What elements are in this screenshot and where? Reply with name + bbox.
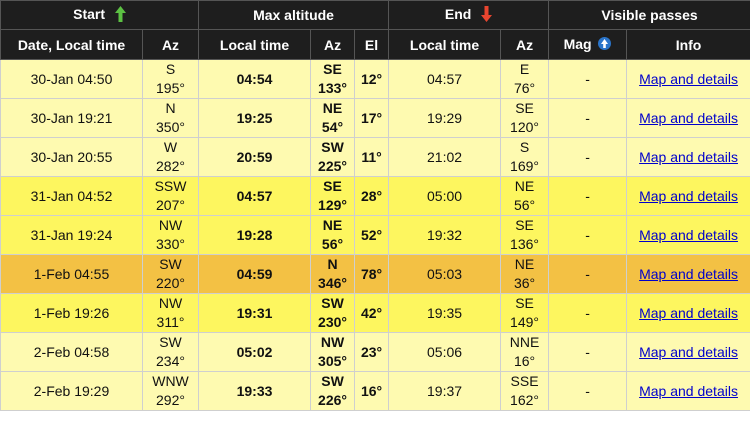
- end-degrees: 136°: [510, 236, 540, 252]
- max-el-cell: 17°: [355, 99, 389, 138]
- max-az-cell: [311, 255, 355, 294]
- max-direction: NE: [322, 100, 343, 116]
- start-degrees: 311°: [156, 314, 185, 330]
- start-degrees: 330°: [156, 236, 185, 252]
- sort-up-icon[interactable]: [598, 37, 611, 53]
- max-direction: SE: [323, 61, 342, 77]
- end-direction: SSE: [510, 373, 539, 389]
- max-time-cell: 05:02: [199, 333, 311, 372]
- max-direction: SW: [321, 295, 344, 311]
- end-az-cell: [501, 60, 549, 99]
- max-time-cell: 19:31: [199, 294, 311, 333]
- table-row: [1, 99, 750, 138]
- start-direction: SSW: [154, 178, 187, 194]
- end-time-cell: 19:37: [389, 372, 501, 411]
- map-and-details-link[interactable]: Map and details: [639, 70, 738, 87]
- max-degrees: 346°: [318, 275, 347, 291]
- max-time-cell: 19:33: [199, 372, 311, 411]
- col-mag-label: Mag: [563, 35, 592, 52]
- start-direction: W: [163, 139, 178, 155]
- max-az-cell: [311, 60, 355, 99]
- max-time-cell: 04:54: [199, 60, 311, 99]
- end-az-cell: [501, 99, 549, 138]
- table-row: [1, 372, 750, 411]
- mag-cell: -: [549, 177, 627, 216]
- start-direction: WNW: [152, 373, 189, 389]
- max-az-cell: [311, 216, 355, 255]
- max-altitude-header: Max altitude: [199, 1, 389, 30]
- col-info: Info: [627, 30, 750, 60]
- max-direction: NE: [322, 217, 343, 233]
- max-el-cell: 16°: [355, 372, 389, 411]
- passes-body: [1, 60, 750, 411]
- end-degrees: 56°: [513, 197, 536, 213]
- max-direction: SW: [321, 373, 344, 389]
- col-max-az: Az: [311, 30, 355, 60]
- max-el-cell: 78°: [355, 255, 389, 294]
- max-degrees: 305°: [318, 353, 347, 369]
- mag-cell: -: [549, 138, 627, 177]
- start-degrees: 234°: [156, 353, 185, 369]
- map-and-details-link[interactable]: Map and details: [639, 187, 738, 204]
- end-direction: S: [519, 139, 530, 155]
- col-start-az: Az: [143, 30, 199, 60]
- col-max-el: El: [355, 30, 389, 60]
- start-direction: NW: [158, 217, 183, 233]
- max-az-cell: [311, 294, 355, 333]
- start-direction: SW: [159, 334, 182, 350]
- arrow-up-icon: [115, 6, 126, 25]
- info-cell: [627, 372, 750, 411]
- start-az-cell: [143, 216, 199, 255]
- max-direction: SW: [321, 139, 344, 155]
- table-row: [1, 294, 750, 333]
- end-az-cell: [501, 177, 549, 216]
- date-cell: 31-Jan 04:52: [1, 177, 143, 216]
- start-direction: S: [165, 61, 176, 77]
- end-degrees: 76°: [513, 80, 536, 96]
- max-az-cell: [311, 138, 355, 177]
- end-direction: NNE: [509, 334, 540, 350]
- mag-cell: -: [549, 99, 627, 138]
- info-cell: [627, 99, 750, 138]
- end-az-cell: [501, 255, 549, 294]
- end-time-cell: 19:29: [389, 99, 501, 138]
- end-time-cell: 05:06: [389, 333, 501, 372]
- table-row: [1, 177, 750, 216]
- start-header: [1, 1, 199, 30]
- info-cell: [627, 294, 750, 333]
- start-degrees: 220°: [156, 275, 185, 291]
- map-and-details-link[interactable]: Map and details: [639, 226, 738, 243]
- end-degrees: 162°: [510, 392, 540, 408]
- table-row: [1, 60, 750, 99]
- date-cell: 1-Feb 04:55: [1, 255, 143, 294]
- end-direction: NE: [514, 256, 535, 272]
- end-direction: NE: [514, 178, 535, 194]
- col-end-time: Local time: [389, 30, 501, 60]
- header-columns-row: [1, 30, 750, 60]
- end-time-cell: 19:35: [389, 294, 501, 333]
- start-az-cell: [143, 255, 199, 294]
- max-el-cell: 28°: [355, 177, 389, 216]
- mag-cell: -: [549, 216, 627, 255]
- col-end-az: Az: [501, 30, 549, 60]
- end-time-cell: 05:03: [389, 255, 501, 294]
- col-max-time: Local time: [199, 30, 311, 60]
- map-and-details-link[interactable]: Map and details: [639, 109, 738, 126]
- end-time-cell: 21:02: [389, 138, 501, 177]
- date-cell: 2-Feb 19:29: [1, 372, 143, 411]
- info-cell: [627, 138, 750, 177]
- start-degrees: 207°: [156, 197, 185, 213]
- end-direction: SE: [515, 100, 534, 116]
- start-az-cell: [143, 177, 199, 216]
- end-header-label: End: [444, 5, 472, 22]
- mag-cell: -: [549, 294, 627, 333]
- max-az-cell: [311, 177, 355, 216]
- start-degrees: 282°: [156, 158, 185, 174]
- map-and-details-link[interactable]: Map and details: [639, 382, 738, 399]
- start-direction: SW: [159, 256, 182, 272]
- start-degrees: 292°: [156, 392, 185, 408]
- table-row: [1, 216, 750, 255]
- info-cell: [627, 255, 750, 294]
- start-az-cell: [143, 372, 199, 411]
- date-cell: 2-Feb 04:58: [1, 333, 143, 372]
- max-az-cell: [311, 333, 355, 372]
- max-direction: NW: [320, 334, 345, 350]
- max-time-cell: 04:57: [199, 177, 311, 216]
- end-az-cell: [501, 216, 549, 255]
- start-az-cell: [143, 294, 199, 333]
- max-degrees: 230°: [318, 314, 347, 330]
- mag-cell: -: [549, 333, 627, 372]
- end-time-cell: 05:00: [389, 177, 501, 216]
- map-and-details-link[interactable]: Map and details: [639, 343, 738, 360]
- max-direction: N: [327, 256, 338, 272]
- start-degrees: 195°: [156, 80, 185, 96]
- end-degrees: 36°: [513, 275, 536, 291]
- visible-passes-header: Visible passes: [549, 1, 750, 30]
- info-cell: [627, 333, 750, 372]
- table-row: [1, 333, 750, 372]
- start-direction: NW: [158, 295, 183, 311]
- max-el-cell: 23°: [355, 333, 389, 372]
- max-az-cell: [311, 372, 355, 411]
- max-degrees: 56°: [321, 236, 344, 252]
- max-el-cell: 52°: [355, 216, 389, 255]
- end-az-cell: [501, 294, 549, 333]
- info-cell: [627, 216, 750, 255]
- start-degrees: 350°: [156, 119, 185, 135]
- max-time-cell: 19:25: [199, 99, 311, 138]
- start-header-label: Start: [73, 5, 106, 22]
- end-direction: SE: [515, 217, 534, 233]
- info-cell: [627, 60, 750, 99]
- max-el-cell: 11°: [355, 138, 389, 177]
- end-direction: E: [519, 61, 530, 77]
- end-az-cell: [501, 138, 549, 177]
- max-az-cell: [311, 99, 355, 138]
- max-el-cell: 42°: [355, 294, 389, 333]
- start-direction: N: [165, 100, 176, 116]
- start-az-cell: [143, 333, 199, 372]
- info-cell: [627, 177, 750, 216]
- date-cell: 30-Jan 20:55: [1, 138, 143, 177]
- max-degrees: 129°: [318, 197, 347, 213]
- date-cell: 30-Jan 19:21: [1, 99, 143, 138]
- end-degrees: 16°: [513, 353, 536, 369]
- max-degrees: 225°: [318, 158, 347, 174]
- map-and-details-link[interactable]: Map and details: [639, 265, 738, 282]
- max-time-cell: 20:59: [199, 138, 311, 177]
- start-az-cell: [143, 99, 199, 138]
- max-degrees: 133°: [318, 80, 347, 96]
- end-az-cell: [501, 372, 549, 411]
- max-degrees: 54°: [321, 119, 344, 135]
- col-date: Date, Local time: [1, 30, 143, 60]
- max-time-cell: 19:28: [199, 216, 311, 255]
- map-and-details-link[interactable]: Map and details: [639, 148, 738, 165]
- max-el-cell: 12°: [355, 60, 389, 99]
- mag-cell: -: [549, 372, 627, 411]
- arrow-down-icon: [481, 6, 492, 25]
- start-az-cell: [143, 138, 199, 177]
- table-row: [1, 138, 750, 177]
- mag-cell: -: [549, 255, 627, 294]
- end-header: [389, 1, 549, 30]
- date-cell: 30-Jan 04:50: [1, 60, 143, 99]
- header-group-row: [1, 1, 750, 30]
- max-direction: SE: [323, 178, 342, 194]
- max-time-cell: 04:59: [199, 255, 311, 294]
- col-mag: [549, 30, 627, 60]
- mag-cell: -: [549, 60, 627, 99]
- date-cell: 31-Jan 19:24: [1, 216, 143, 255]
- end-time-cell: 19:32: [389, 216, 501, 255]
- max-degrees: 226°: [318, 392, 347, 408]
- end-degrees: 120°: [510, 119, 540, 135]
- date-cell: 1-Feb 19:26: [1, 294, 143, 333]
- end-degrees: 149°: [510, 314, 540, 330]
- table-row: [1, 255, 750, 294]
- start-az-cell: [143, 60, 199, 99]
- map-and-details-link[interactable]: Map and details: [639, 304, 738, 321]
- end-direction: SE: [515, 295, 534, 311]
- end-az-cell: [501, 333, 549, 372]
- end-degrees: 169°: [510, 158, 540, 174]
- end-time-cell: 04:57: [389, 60, 501, 99]
